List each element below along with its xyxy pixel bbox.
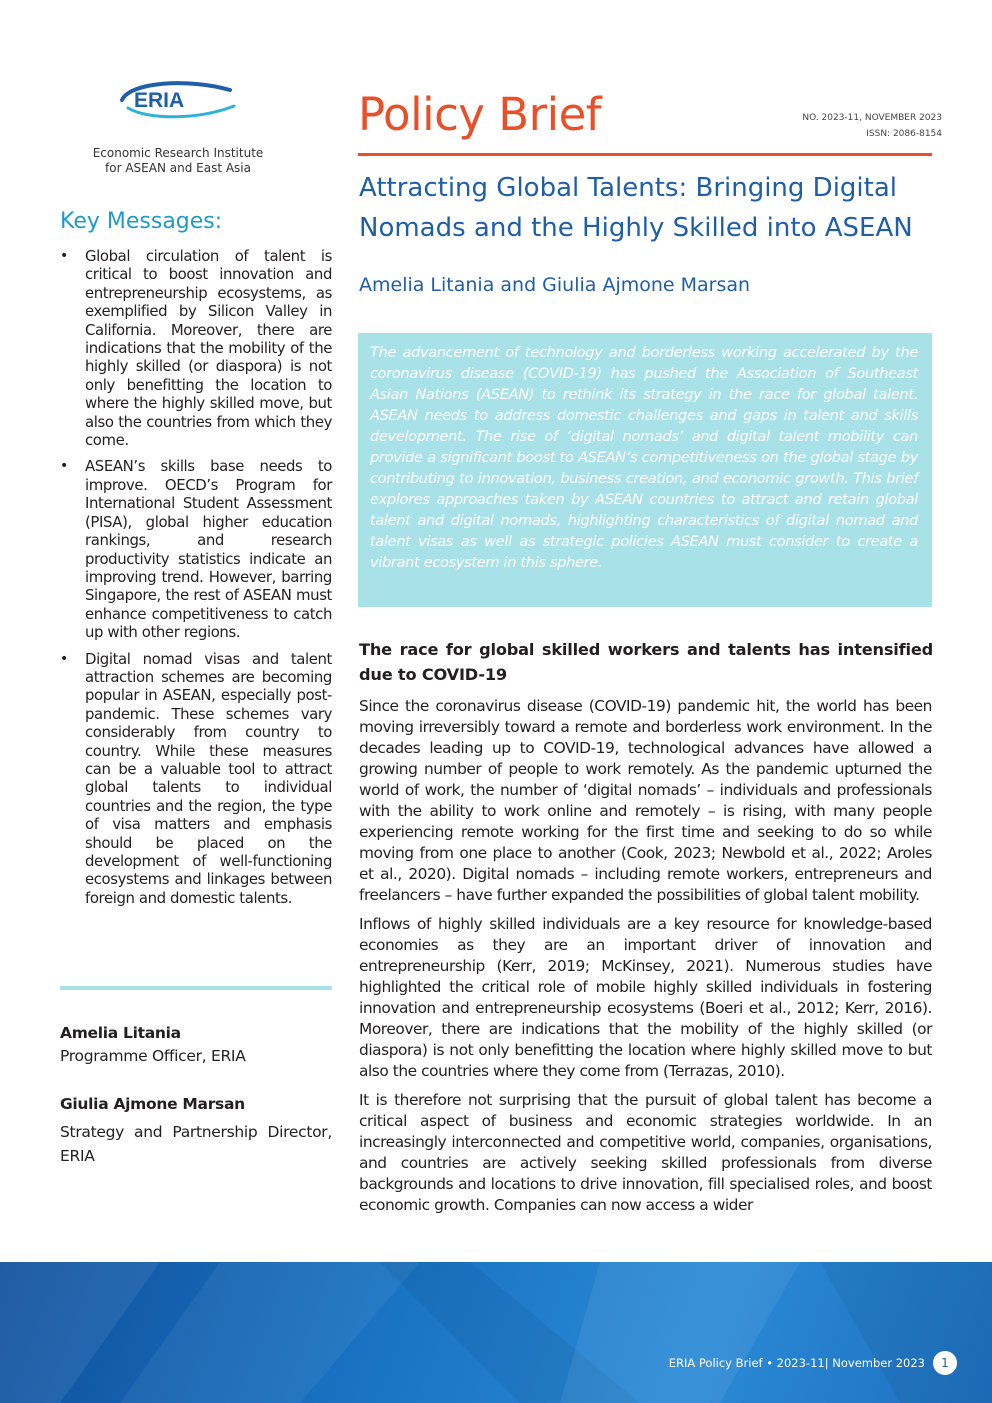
bullet-icon: •: [60, 248, 69, 264]
author-name: Amelia Litania: [60, 1024, 181, 1042]
key-messages-heading: Key Messages:: [60, 209, 223, 234]
page-number-badge: 1: [933, 1351, 957, 1375]
author-info-2: [60, 1093, 332, 1168]
key-message-text: Global circulation of talent is critical to boost innovation and entrepreneurship ecosystems, as exemplified by Silicon Valley in California. Moreover, there are indications that the mobility of the highly skilled (or diaspora) is not only benefitting the location to where the highly skilled move, but also the countries from which they come.: [85, 247, 332, 450]
title-line-2: Nomads and the Highly Skilled into ASEAN: [359, 213, 913, 243]
sidebar-divider: [60, 986, 332, 990]
key-message-item: [60, 650, 332, 908]
body-paragraph: Inflows of highly skilled individuals are a key resource for knowledge-based economies as they are an important driver of innovation and entrepreneurship (Kerr, 2019; McKinsey, 2021). Numerous studies have highlighted the critical role of mobile highly skilled individuals in fostering innovation and entrepreneurship ecosystems (Boeri et al., 2012; Kerr, 2016). Moreover, there are indications that the mobility of the highly skilled (or diaspora) is not only benefitting the location where highly skilled move to but also the countries where they come from (Terrazas, 2010).: [359, 915, 932, 1080]
body-paragraph: It is therefore not surprising that the pursuit of global talent has become a critical aspect of business and economic strategies worldwide. In an increasingly interconnected and competitive world, companies, organisations, and countries are actively seeking skilled professionals from diverse backgrounds and locations to drive innovation, fill specialised roles, and boost economic growth. Companies can now access a wider: [359, 1091, 932, 1214]
org-name-line-2: for ASEAN and East Asia: [105, 161, 251, 175]
series-title: Policy Brief: [358, 88, 602, 141]
footer-text: ERIA Policy Brief • 2023-11| November 2023: [668, 1356, 925, 1370]
key-message-text: Digital nomad visas and talent attraction schemes are becoming popular in ASEAN, especially post-pandemic. These schemes vary considerably from country to country. While these measures can be a valuable tool to attract global talents to individual countries and the region, the type of visa matters and emphasis should be placed on the development of well-functioning ecosystems and linkages between foreign and domestic talents.: [85, 649, 332, 907]
key-message-item: [60, 457, 332, 641]
key-message-text: ASEAN’s skills base needs to improve. OECD’s Program for International Student Assessment (PISA), global higher education rankings, and research productivity statistics indicate an improving trend. However, barring Singapore, the rest of ASEAN must enhance competitiveness to catch up with other regions.: [85, 457, 332, 642]
bullet-icon: •: [60, 458, 69, 475]
issn: ISSN: 2086-8154: [866, 129, 942, 139]
issue-info: [802, 110, 942, 142]
title-line-1: Attracting Global Talents: Bringing Digital: [359, 173, 898, 203]
author-name: Giulia Ajmone Marsan: [60, 1095, 245, 1113]
body-text: [359, 696, 932, 1224]
section-heading: The race for global skilled workers and talents has intensified due to COVID-19: [359, 640, 933, 684]
key-message-item: [60, 247, 332, 449]
key-messages-list: [60, 247, 332, 915]
author-role: Programme Officer, ERIA: [60, 1047, 246, 1065]
header-divider: [358, 153, 932, 156]
author-info-1: [60, 1022, 332, 1068]
bullet-icon: •: [60, 650, 69, 667]
organization-name: [60, 146, 296, 176]
eria-logo: [118, 80, 242, 120]
article-authors: Amelia Litania and Giulia Ajmone Marsan: [359, 274, 751, 296]
article-title: [359, 168, 939, 248]
logo-lettering: ERIA: [134, 89, 185, 112]
abstract-text: The advancement of technology and borderless working accelerated by the coronavirus disease (COVID-19) has pushed the Association of Southeast Asian Nations (ASEAN) to rethink its strategy in the race for global talent. ASEAN needs to address domestic challenges and gaps in talent and skills development. The rise of ‘digital nomads’ and digital talent mobility can provide a significant boost to ASEAN’s competitiveness on the global stage by contributing to innovation, business creation, and economic growth. This brief explores approaches taken by ASEAN countries to attract and retain global talent and digital nomads, highlighting characteristics of digital nomad and talent visas as well as strategic policies ASEAN must consider to create a vibrant ecosystem in this sphere.: [370, 344, 918, 571]
abstract-box: [358, 333, 932, 607]
footer-band: [0, 1262, 992, 1403]
issue-number: NO. 2023-11, NOVEMBER 2023: [802, 113, 942, 123]
body-paragraph: Since the coronavirus disease (COVID-19) pandemic hit, the world has been moving irreversibly toward a remote and borderless work environment. In the decades leading up to COVID-19, technological advances have allowed a growing number of people to work remotely. As the pandemic upturned the world of work, the number of ‘digital nomads’ – individuals and professionals with the ability to work online and remotely – is rising, with many people experiencing remote working for the first time and seeking to do so while moving from one place to another (Cook, 2023; Newbold et al., 2022; Aroles et al., 2020). Digital nomads – including remote workers, entrepreneurs and freelancers – have further expanded the possibilities of global talent mobility.: [359, 697, 932, 904]
org-name-line-1: Economic Research Institute: [92, 146, 264, 160]
footer-pattern: [0, 1262, 992, 1403]
author-role: Strategy and Partnership Director, ERIA: [60, 1123, 332, 1165]
